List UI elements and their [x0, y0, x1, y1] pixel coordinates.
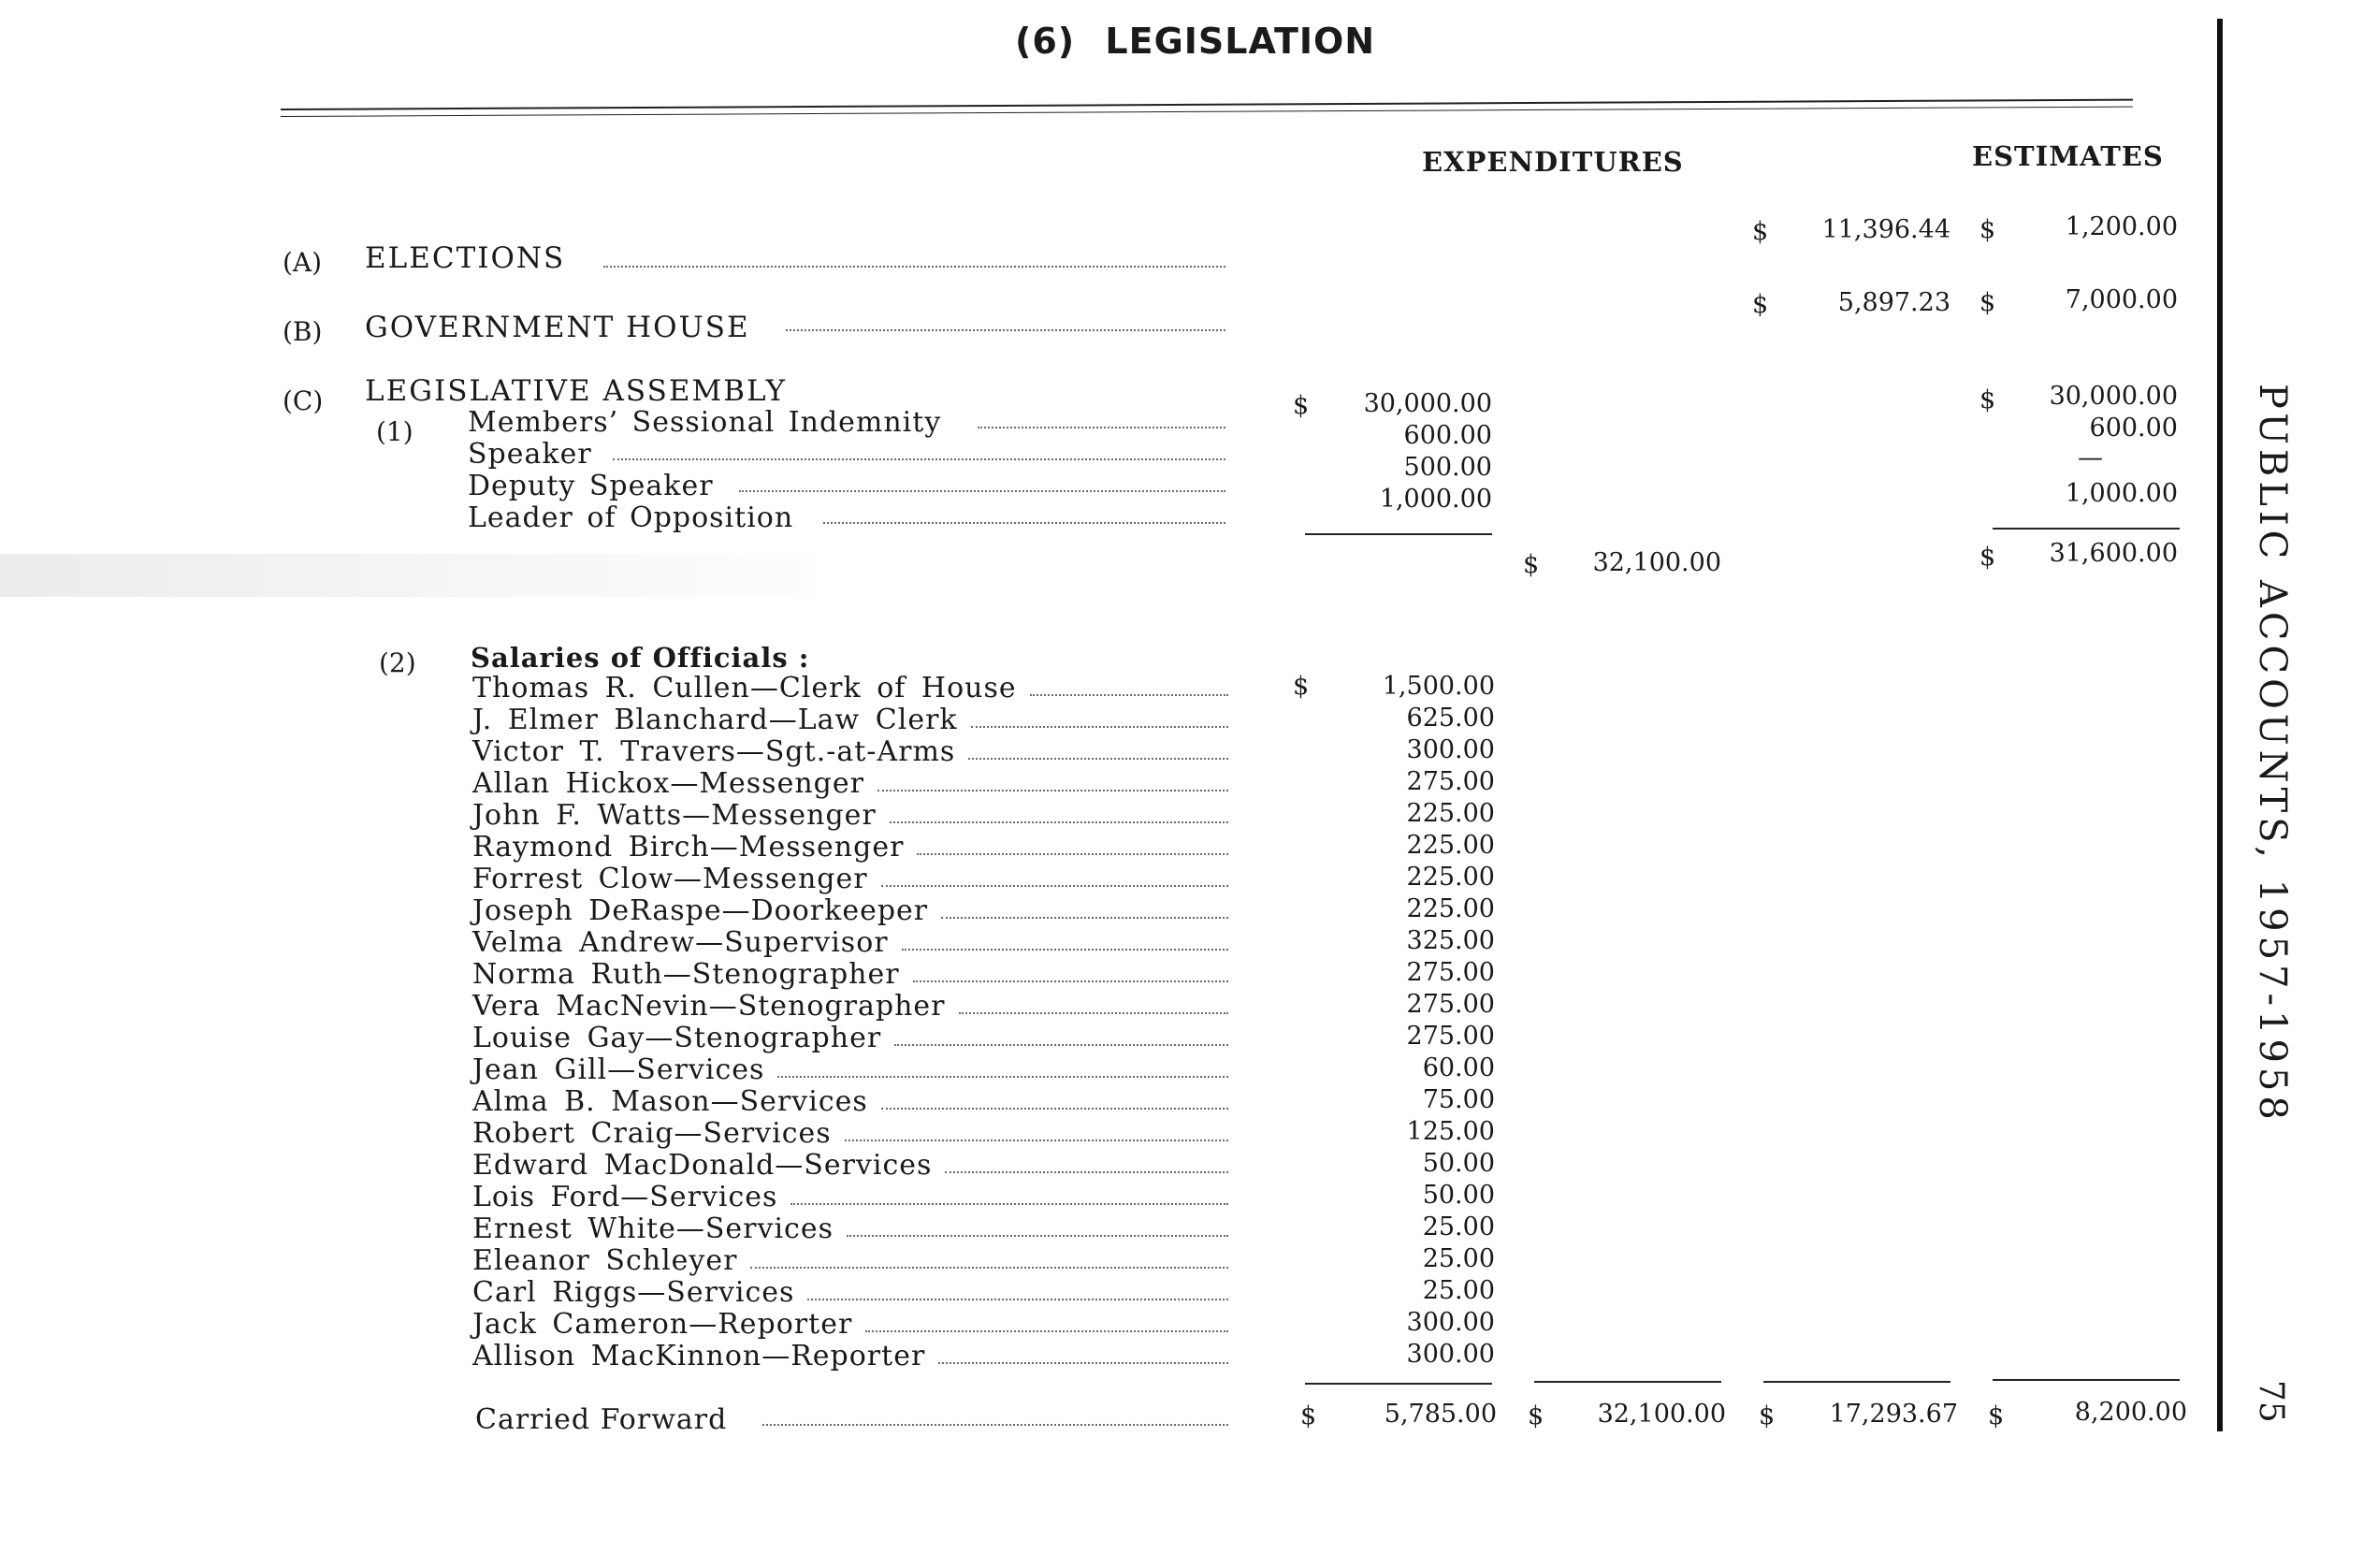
leader-dots: [971, 726, 1228, 728]
official-name: Eleanor Schleyer: [472, 1244, 738, 1277]
official-name: Forrest Clow—Messenger: [472, 863, 868, 895]
official-amount: 275.00: [1406, 1022, 1495, 1051]
official-name: Robert Craig—Services: [472, 1117, 832, 1150]
official-name: Velma Andrew—Supervisor: [472, 926, 889, 959]
leader-dots: [913, 980, 1228, 982]
leader-dots: [938, 1362, 1228, 1364]
official-amount: 60.00: [1422, 1053, 1495, 1082]
official-name: Carl Riggs—Services: [472, 1276, 795, 1309]
item-amount: 30,000.00: [1363, 389, 1492, 418]
official-amount: 300.00: [1406, 1308, 1495, 1337]
official-name: Edward MacDonald—Services: [472, 1149, 933, 1182]
leader-dots: [941, 917, 1228, 919]
carried-forward-label: Carried Forward: [475, 1403, 728, 1436]
official-name: John F. Watts—Messenger: [472, 799, 877, 832]
item-estimate: 600.00: [2089, 414, 2178, 443]
section-c-letter: (C): [283, 385, 324, 416]
item-label: Deputy Speaker: [468, 470, 714, 502]
subsection-2-number: (2): [379, 647, 416, 678]
official-amount: 25.00: [1422, 1212, 1495, 1241]
leader-dots: [845, 1140, 1228, 1141]
official-name: Thomas R. Cullen—Clerk of House: [472, 672, 1017, 704]
leader-dots: [739, 490, 1225, 492]
section-a-letter: (A): [283, 247, 323, 278]
dollar-sign: $: [1752, 217, 1769, 246]
dollar-sign: $: [1979, 385, 1996, 414]
item-label: Speaker: [468, 438, 592, 471]
official-name: Louise Gay—Stenographer: [472, 1022, 882, 1054]
dollar-sign: $: [1293, 391, 1310, 420]
dollar-sign: $: [1979, 215, 1996, 244]
official-name: Allan Hickox—Messenger: [472, 767, 864, 800]
leader-dots: [890, 821, 1228, 823]
leader-dots: [603, 266, 1225, 268]
section-b-estimate: 7,000.00: [2065, 285, 2178, 314]
page-number: 75: [2252, 1380, 2290, 1423]
section-a-estimate: 1,200.00: [2065, 212, 2178, 241]
official-amount: 75.00: [1422, 1085, 1495, 1114]
official-amount: 125.00: [1406, 1117, 1495, 1146]
official-amount: 25.00: [1422, 1276, 1495, 1305]
official-name: Jean Gill—Services: [472, 1053, 765, 1086]
official-name: Vera MacNevin—Stenographer: [472, 990, 946, 1023]
item-amount: 1,000.00: [1379, 485, 1492, 514]
subtotal-rule: [1305, 533, 1492, 535]
leader-dots: [777, 1076, 1228, 1078]
official-amount: 1,500.00: [1382, 672, 1495, 701]
leader-dots: [847, 1235, 1228, 1237]
subsection-2-heading: Salaries of Officials :: [471, 642, 810, 674]
leader-dots: [1030, 694, 1228, 696]
official-amount: 625.00: [1406, 704, 1495, 733]
leader-dots: [881, 1108, 1228, 1110]
leader-dots: [823, 522, 1225, 524]
carried-forward-col4: 8,200.00: [2074, 1398, 2187, 1427]
leader-dots: [865, 1330, 1228, 1332]
leader-dots: [894, 1044, 1228, 1046]
official-amount: 275.00: [1406, 958, 1495, 987]
carried-forward-col1: 5,785.00: [1384, 1400, 1497, 1429]
item-estimate: 30,000.00: [2049, 382, 2178, 411]
right-border-line: [2217, 19, 2223, 1431]
estimates-header: ESTIMATES: [1972, 140, 2164, 172]
leader-dots: [750, 1267, 1228, 1269]
item-amount: 600.00: [1403, 421, 1492, 450]
dollar-sign: $: [1979, 543, 1996, 572]
scan-shadow: [0, 554, 814, 597]
official-name: Norma Ruth—Stenographer: [472, 958, 900, 991]
official-name: Allison MacKinnon—Reporter: [472, 1340, 926, 1372]
official-amount: 225.00: [1406, 831, 1495, 860]
side-title: PUBLIC ACCOUNTS, 1957-1958: [2251, 384, 2294, 1125]
subsection-1-estimate-total: 31,600.00: [2049, 539, 2178, 568]
leader-dots: [968, 758, 1228, 760]
leader-dots: [959, 1012, 1228, 1014]
total-rule: [1993, 1379, 2180, 1381]
section-c-label: LEGISLATIVE ASSEMBLY: [365, 374, 788, 408]
official-amount: 225.00: [1406, 863, 1495, 892]
official-amount: 50.00: [1422, 1181, 1495, 1210]
official-amount: 275.00: [1406, 990, 1495, 1019]
dollar-sign: $: [1752, 290, 1769, 319]
leader-dots: [978, 427, 1225, 428]
leader-dots: [807, 1299, 1228, 1300]
carried-forward-col3: 17,293.67: [1829, 1400, 1958, 1429]
leader-dots: [786, 329, 1225, 331]
dollar-sign: $: [1528, 1401, 1544, 1430]
official-amount: 300.00: [1406, 1340, 1495, 1369]
dollar-sign: $: [1293, 672, 1310, 701]
official-name: Alma B. Mason—Services: [472, 1085, 868, 1118]
leader-dots: [902, 949, 1228, 951]
total-rule: [1305, 1383, 1492, 1385]
subtotal-rule: [1993, 528, 2180, 530]
official-amount: 225.00: [1406, 799, 1495, 828]
official-amount: 50.00: [1422, 1149, 1495, 1178]
leader-dots: [917, 853, 1228, 855]
subsection-1-number: (1): [376, 416, 413, 447]
leader-dots: [613, 458, 1225, 460]
total-rule: [1763, 1381, 1950, 1383]
dollar-sign: $: [1979, 288, 1996, 317]
section-a-expenditure: 11,396.44: [1821, 215, 1950, 244]
leader-dots: [790, 1203, 1228, 1205]
official-name: Raymond Birch—Messenger: [472, 831, 905, 864]
page-title: (6) LEGISLATION: [1015, 21, 1376, 62]
official-name: Ernest White—Services: [472, 1212, 834, 1245]
official-amount: 25.00: [1422, 1244, 1495, 1273]
section-a-label: ELECTIONS: [365, 241, 566, 275]
dollar-sign: $: [1988, 1401, 2005, 1430]
total-rule: [1534, 1381, 1721, 1383]
official-name: Joseph DeRaspe—Doorkeeper: [472, 894, 929, 927]
section-b-expenditure: 5,897.23: [1837, 288, 1950, 317]
dollar-sign: $: [1300, 1401, 1317, 1430]
leader-dots: [877, 790, 1228, 791]
carried-forward-col2: 32,100.00: [1597, 1400, 1726, 1429]
official-amount: 300.00: [1406, 735, 1495, 764]
official-name: Lois Ford—Services: [472, 1181, 778, 1213]
leader-dots: [762, 1424, 1228, 1426]
leader-dots: [881, 885, 1228, 887]
dollar-sign: $: [1759, 1401, 1776, 1430]
official-amount: 225.00: [1406, 894, 1495, 923]
item-estimate: —: [2078, 443, 2103, 472]
official-amount: 325.00: [1406, 926, 1495, 955]
leader-dots: [945, 1171, 1228, 1173]
item-label: Leader of Opposition: [468, 501, 794, 534]
section-b-letter: (B): [283, 316, 323, 347]
official-name: Victor T. Travers—Sgt.-at-Arms: [472, 735, 956, 768]
official-name: J. Elmer Blanchard—Law Clerk: [472, 704, 958, 736]
item-estimate: 1,000.00: [2065, 479, 2178, 508]
expenditures-header: EXPENDITURES: [1422, 146, 1684, 178]
item-label: Members’ Sessional Indemnity: [468, 406, 942, 439]
section-b-label: GOVERNMENT HOUSE: [365, 311, 750, 344]
subsection-1-total: 32,100.00: [1592, 548, 1721, 577]
official-amount: 275.00: [1406, 767, 1495, 796]
dollar-sign: $: [1523, 550, 1540, 579]
item-amount: 500.00: [1403, 453, 1492, 482]
official-name: Jack Cameron—Reporter: [472, 1308, 853, 1341]
